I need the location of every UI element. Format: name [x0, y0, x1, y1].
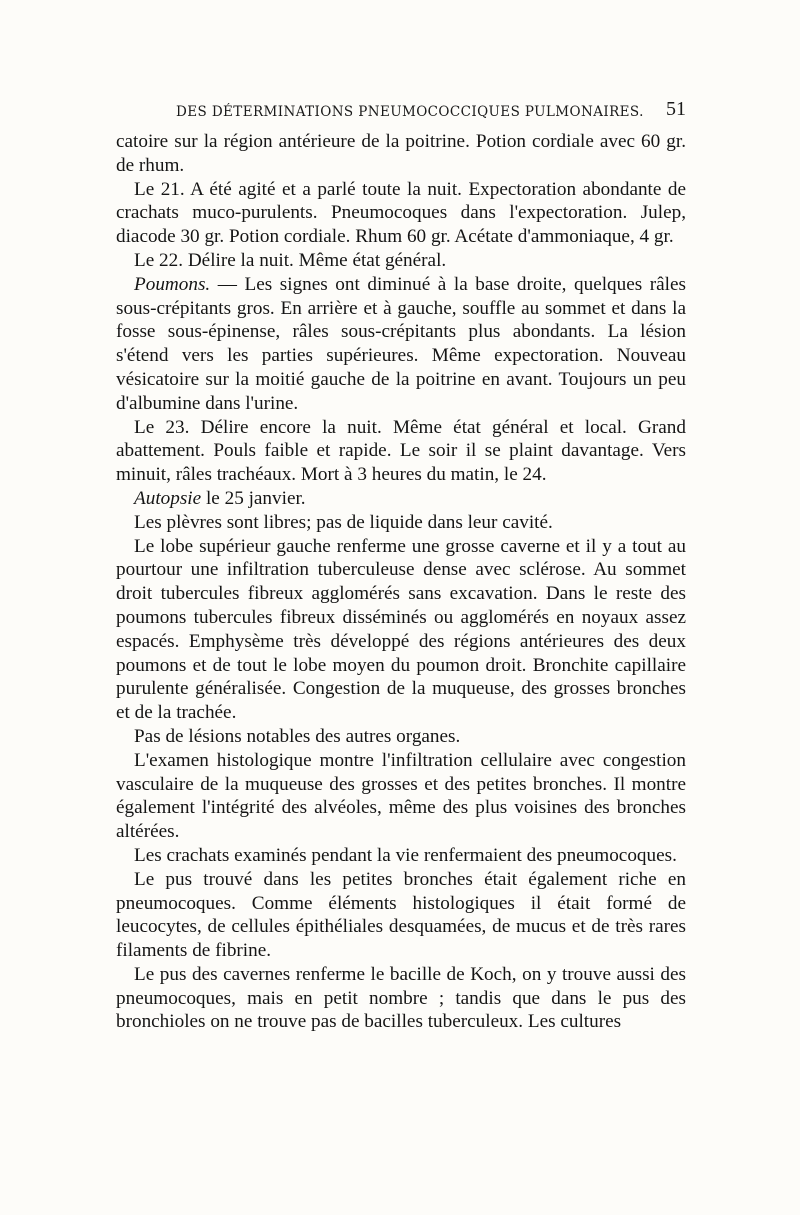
paragraph: Le 21. A été agité et a parlé toute la nuit. Expectoration abondante de crachats muco-purulents. Pneumocoques dans l'expectoration. Julep, diacode 30 gr. Potion cordiale. Rhum 60 gr. Acétate d'ammoniaque, 4 gr.	[116, 178, 686, 248]
paragraph: catoire sur la région antérieure de la poitrine. Potion cordiale avec 60 gr. de rhum.	[116, 131, 686, 176]
paragraph: Le 22. Délire la nuit. Même état général.	[134, 249, 447, 271]
page-number: 51	[666, 98, 686, 120]
paragraph: Pas de lésions notables des autres organes.	[134, 725, 461, 747]
page-header	[116, 96, 686, 120]
paragraph: L'examen histologique montre l'infiltration cellulaire avec congestion vasculaire de la muqueuse des grosses et des petites bronches. Il montre également l'intégrité des alvéoles, même des plus voisines des bronches altérées.	[116, 749, 686, 843]
paragraph: Le pus trouvé dans les petites bronches était également riche en pneumocoques. Comme éléments histologiques il était formé de leucocytes, de cellules épithéliales desquamées, de mucus et de très rares filaments de fibrine.	[116, 868, 686, 962]
paragraph	[116, 273, 686, 416]
paragraph-text: le 25 janvier.	[201, 487, 306, 509]
paragraph: Le 23. Délire encore la nuit. Même état général et local. Grand abattement. Pouls faible et rapide. Le soir il se plaint davantage. Vers minuit, râles trachéaux. Mort à 3 heures du matin, le 24.	[116, 416, 686, 486]
paragraph	[116, 487, 686, 511]
paragraph-text: — Les signes ont diminué à la base droite, quelques râles sous-crépitants gros. En arrière et à gauche, souffle au sommet et dans la fosse sous-épinense, râles sous-crépitants plus abondants. La lésion s'étend vers les parties supérieures. Même expectoration. Nouveau vésicatoire sur la moitié gauche de la poitrine en avant. Toujours un peu d'albumine dans l'urine.	[116, 273, 686, 414]
body-text	[116, 130, 686, 1034]
paragraph: Le pus des cavernes renferme le bacille de Koch, on y trouve aussi des pneumocoques, mais en petit nombre ; tandis que dans le pus des bronchioles on ne trouve pas de bacilles tuberculeux. Les cultures	[116, 963, 686, 1033]
section-label-poumons: Poumons.	[134, 273, 211, 295]
paragraph: Le lobe supérieur gauche renferme une grosse caverne et il y a tout au pourtour une infiltration tuberculeuse dense avec sclérose. Au sommet droit tubercules fibreux agglomérés sans excavation. Dans le reste des poumons tubercules fibreux disséminés ou agglomérés en noyaux assez espacés. Emphysème très développé des régions antérieures des deux poumons et de tout le lobe moyen du poumon droit. Bronchite capillaire purulente généralisée. Congestion de la muqueuse, des grosses bronches et de la trachée.	[116, 535, 686, 724]
running-head: DES DÉTERMINATIONS PNEUMOCOCCIQUES PULMONAIRES.	[176, 104, 644, 120]
paragraph: Les plèvres sont libres; pas de liquide dans leur cavité.	[134, 511, 553, 533]
section-label-autopsie: Autopsie	[134, 487, 202, 509]
paragraph: Les crachats examinés pendant la vie renfermaient des pneumocoques.	[134, 844, 677, 866]
